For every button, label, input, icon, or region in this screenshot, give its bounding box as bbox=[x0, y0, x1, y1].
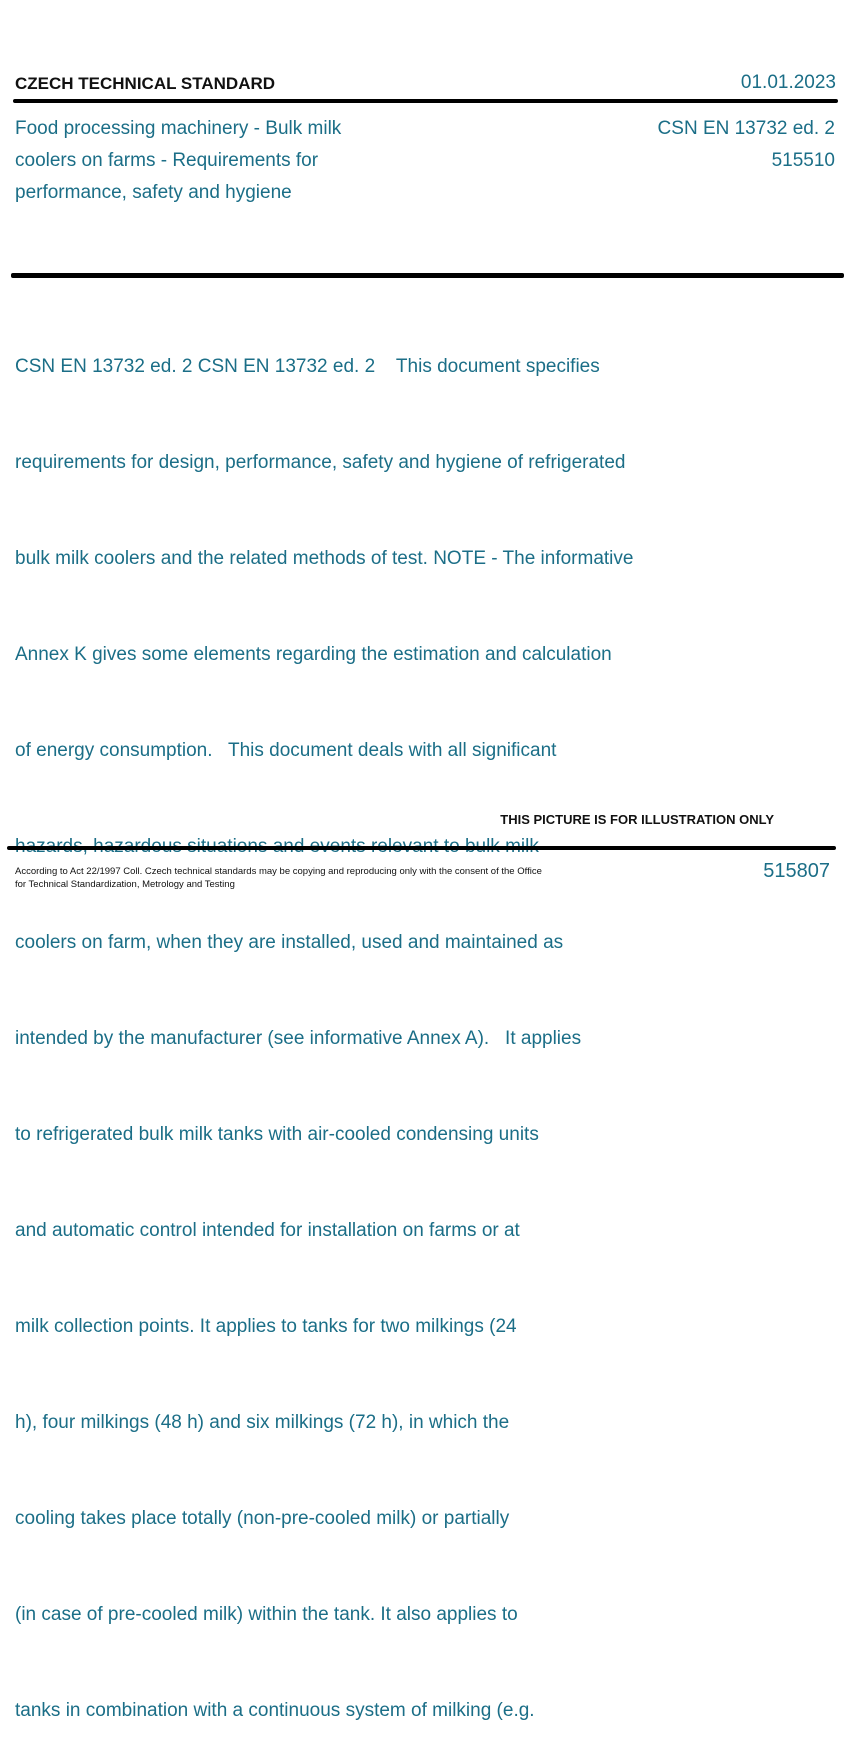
abstract-line: cooling takes place totally (non-pre-cooled milk) or partially bbox=[15, 1508, 510, 1529]
standard-code: CSN EN 13732 ed. 2 bbox=[657, 118, 835, 139]
catalog-number: 515807 bbox=[763, 860, 830, 882]
abstract-line: requirements for design, performance, safety and hygiene of refrigerated bbox=[15, 452, 626, 473]
abstract-line: to refrigerated bulk milk tanks with air-cooled condensing units bbox=[15, 1124, 539, 1145]
copyright-line: According to Act 22/1997 Coll. Czech technical standards may be copying and reproducing only with the consent of the Office bbox=[15, 866, 542, 877]
footer-divider bbox=[7, 846, 836, 850]
abstract-line: and automatic control intended for installation on farms or at bbox=[15, 1220, 520, 1241]
abstract-line: (in case of pre-cooled milk) within the tank. It also applies to bbox=[15, 1604, 518, 1625]
copyright-line: for Technical Standardization, Metrology and Testing bbox=[15, 879, 235, 890]
abstract-line: milk collection points. It applies to tanks for two milkings (24 bbox=[15, 1316, 517, 1337]
document-type-heading: CZECH TECHNICAL STANDARD bbox=[15, 74, 276, 93]
abstract-line: intended by the manufacturer (see informative Annex A). It applies bbox=[15, 1028, 582, 1049]
standard-title-line: performance, safety and hygiene bbox=[15, 182, 292, 203]
publication-date: 01.01.2023 bbox=[740, 72, 836, 93]
abstract-line: Annex K gives some elements regarding the estimation and calculation bbox=[15, 644, 612, 665]
standard-abstract bbox=[15, 287, 735, 1759]
standard-title-line: coolers on farms - Requirements for bbox=[15, 150, 319, 171]
abstract-line: bulk milk coolers and the related methods of test. NOTE - The informative bbox=[15, 548, 634, 569]
header-divider bbox=[13, 99, 838, 103]
abstract-line: CSN EN 13732 ed. 2 CSN EN 13732 ed. 2 This document specifies bbox=[15, 356, 600, 377]
abstract-line: coolers on farm, when they are installed, used and maintained as bbox=[15, 932, 564, 953]
standard-title-line: Food processing machinery - Bulk milk bbox=[15, 118, 342, 139]
illustration-disclaimer: THIS PICTURE IS FOR ILLUSTRATION ONLY bbox=[500, 812, 774, 827]
copyright-notice bbox=[15, 865, 585, 891]
section-divider bbox=[11, 273, 844, 278]
standard-number: 515510 bbox=[771, 150, 835, 171]
abstract-line: tanks in combination with a continuous system of milking (e.g. bbox=[15, 1700, 535, 1721]
abstract-line: h), four milkings (48 h) and six milkings (72 h), in which the bbox=[15, 1412, 510, 1433]
standard-title bbox=[15, 113, 435, 209]
abstract-line: of energy consumption. This document deals with all significant bbox=[15, 740, 557, 761]
